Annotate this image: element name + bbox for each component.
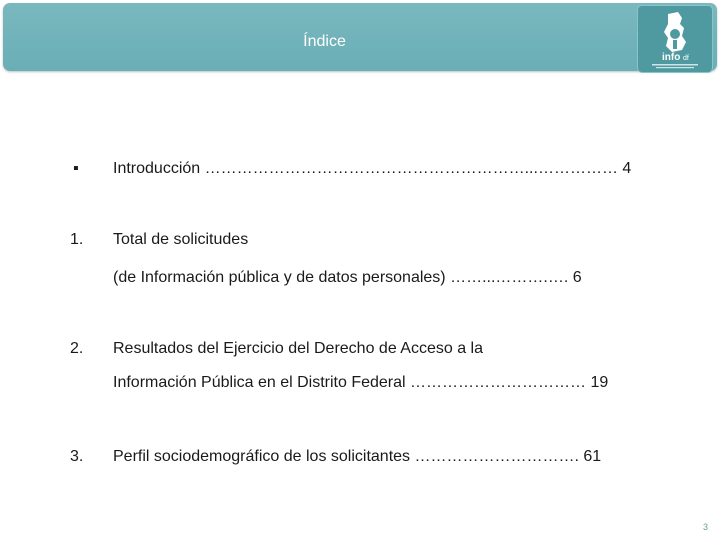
logo-icon — [638, 6, 712, 72]
toc-entry-resultados-cont[interactable]: Información Pública en el Distrito Federal …………………………… 19 — [113, 374, 609, 391]
toc-marker-2: 2. — [70, 340, 84, 357]
toc-marker-1: 1. — [70, 231, 84, 248]
toc-marker-intro: ▪ — [73, 160, 79, 177]
header-banner — [3, 3, 717, 71]
infodf-logo — [637, 5, 713, 73]
toc-entry-introduccion[interactable]: Introducción ……………………………………………………...…………… 4 — [113, 160, 632, 177]
page-title: Índice — [303, 33, 346, 50]
logo-suffix: df — [683, 55, 689, 62]
toc-marker-3: 3. — [70, 448, 84, 465]
logo-text: info — [662, 52, 681, 63]
toc-entry-total-solicitudes-sub[interactable]: (de Información pública y de datos personales) ……...……….…. 6 — [113, 269, 582, 286]
page-number: 3 — [702, 522, 708, 532]
toc-entry-total-solicitudes[interactable]: Total de solicitudes — [113, 231, 249, 248]
toc-entry-resultados[interactable]: Resultados del Ejercicio del Derecho de Acceso a la — [113, 340, 483, 357]
toc-entry-perfil[interactable]: Perfil sociodemográfico de los solicitantes …………………………. 61 — [113, 448, 602, 465]
